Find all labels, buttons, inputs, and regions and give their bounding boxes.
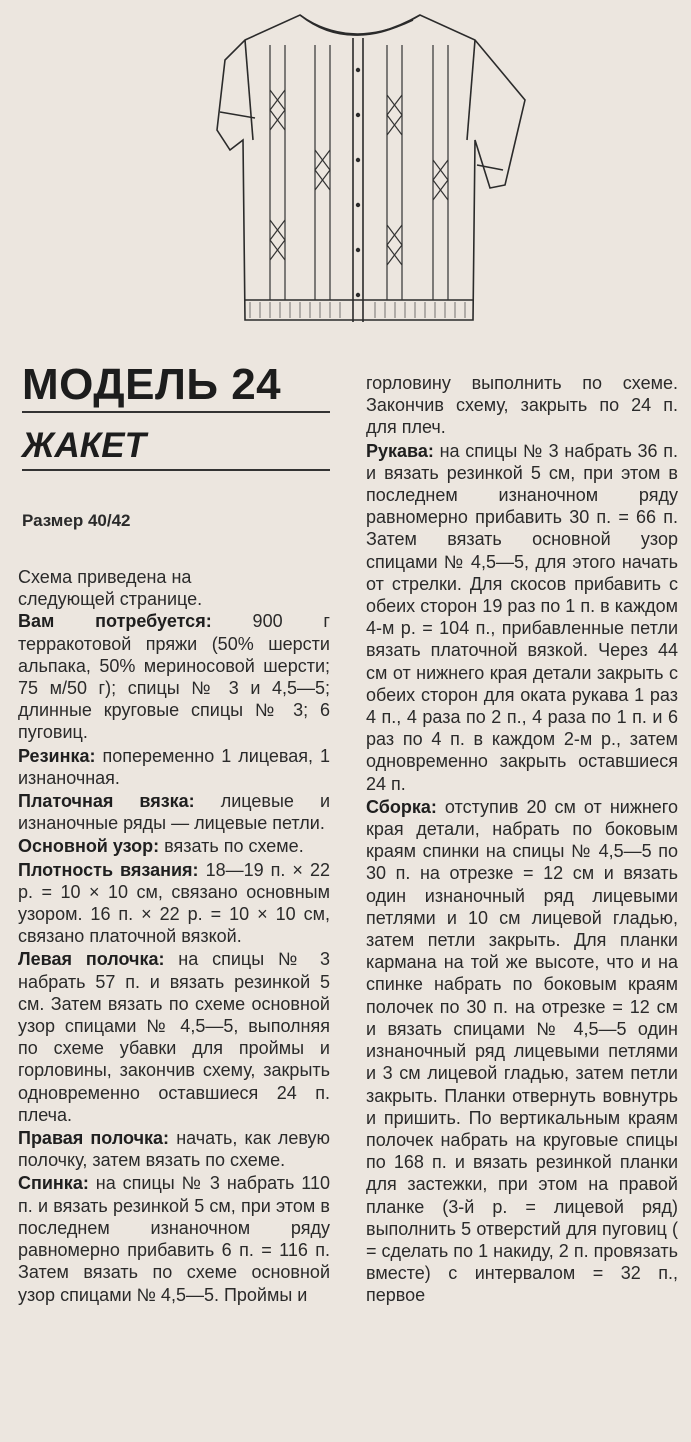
instruction-paragraph xyxy=(18,1172,330,1305)
instruction-paragraph xyxy=(18,1127,330,1171)
instruction-label: Плотность вязания: xyxy=(18,859,199,880)
left-column xyxy=(18,566,330,1307)
instruction-label: Левая полочка: xyxy=(18,949,165,970)
size-label: Размер 40/42 xyxy=(22,511,131,530)
instruction-label: Вам потребуется: xyxy=(18,611,212,632)
instruction-paragraph xyxy=(18,790,330,834)
instruction-label: Правая полочка: xyxy=(18,1128,170,1149)
subtitle-rule xyxy=(22,469,330,471)
scheme-note: Схема приведена на следующей странице. xyxy=(18,567,203,610)
instruction-paragraph xyxy=(366,796,678,1307)
instruction-text: лицевые и изнаночные ряды — лицевые петли. xyxy=(18,791,331,834)
instruction-label: Спинка: xyxy=(18,1173,89,1194)
instruction-paragraph xyxy=(366,440,678,795)
instruction-paragraph xyxy=(18,948,330,1126)
instruction-text: попеременно 1 лицевая, 1 изнаночная. xyxy=(18,745,330,788)
instruction-text: на спицы № 3 набрать 36 п. и вязать резинкой 5 см, при этом в последнем изнаночном ряду равномерно прибавить 30 п. = 66 п. Затем вязать основной узор спицами № 4,5—5, для этого начать от стрелки. Для скосов прибавить с обеих сторон 19 раз по 1 п. в каждом 4-м р. = 104 п., прибавленные петли вязать платочной вязкой. Через 44 см от нижнего края детали закрыть с обеих сторон для оката рукава 1 раз 4 п., 4 раза по 2 п., 4 раза по 1 п. и 6 раз по 4 п. в каждом 2-м р., затем одновременно закрыть оставшиеся 24 п. xyxy=(366,440,678,794)
model-title: МОДЕЛЬ 24 xyxy=(22,360,282,409)
instruction-paragraph xyxy=(18,610,330,743)
right-sections xyxy=(366,440,678,1307)
item-title: ЖАКЕТ xyxy=(22,426,146,465)
cardigan-illustration xyxy=(205,0,535,340)
instruction-text: 18—19 п. × 22 р. = 10 × 10 см, связано основным узором. 16 п. × 22 р. = 10 × 10 см, связано платочной вязкой. xyxy=(18,859,330,947)
instruction-text: 900 г терракотовой пряжи (50% шерсти альпака, 50% мериносовой шерсти; 75 м/50 г); спицы № 3 и 4,5—5; длинные круговые спицы № 3; 6 пуговиц. xyxy=(18,611,331,743)
instruction-paragraph xyxy=(18,859,330,948)
continuation-text: горловину выполнить по схеме. Закончив схему, закрыть по 24 п. для плеч. xyxy=(366,373,678,438)
left-sections xyxy=(18,610,330,1305)
instruction-text: на спицы № 3 набрать 57 п. и вязать резинкой 5 см. Затем вязать по схеме основной узор спицами № 4,5—5, выполняя по схеме убавки для проймы и горловины, закончив схему, закрыть одновременно оставшиеся 24 п. плеча. xyxy=(18,949,330,1125)
right-column xyxy=(366,372,678,1308)
instruction-text: начать, как левую полочку, затем вязать по схеме. xyxy=(18,1128,330,1171)
instruction-text: отступив 20 см от нижнего края детали, набрать по боковым краям спинки на спицы № 4,5—5 по 30 п. на отрезке = 12 см и вязать один изнаночный ряд лицевыми петлями и 10 см лицевой гладью, затем петли закрыть. Для планки кармана на той же высоте, что и на спинке набрать по боковым краям полочек по 30 п. на отрезке = 12 см и вязать спицами № 4,5—5 один изнаночный ряд лицевыми петлями и 3 см лицевой гладью, затем петли закрыть. Планки отвернуть вовнутрь и пришить. По вертикальным краям полочек набрать на круговые спицы по 168 п. и вязать резинкой планки для застежки, при этом на правой планке (3-й р. = лицевой ряд) выполнить 5 отверстий для пуговиц ( = сделать по 1 накиду, 2 п. провязать вместе) с интервалом = 32 п., первое xyxy=(366,796,678,1306)
instruction-text: вязать по схеме. xyxy=(159,836,304,857)
instruction-label: Резинка: xyxy=(18,745,96,766)
instruction-paragraph xyxy=(18,745,330,789)
instruction-text: на спицы № 3 набрать 110 п. и вязать резинкой 5 см, при этом в последнем изнаночном ряду равномерно прибавить 6 п. = 116 п. Затем вязать по схеме основной узор спицами № 4,5—5. Проймы и xyxy=(18,1173,330,1305)
instruction-label: Рукава: xyxy=(366,440,434,461)
instruction-label: Основной узор: xyxy=(18,836,160,857)
instruction-label: Сборка: xyxy=(366,796,437,817)
title-rule xyxy=(22,411,330,413)
instruction-label: Платочная вязка: xyxy=(18,791,195,812)
instruction-paragraph xyxy=(18,835,330,857)
